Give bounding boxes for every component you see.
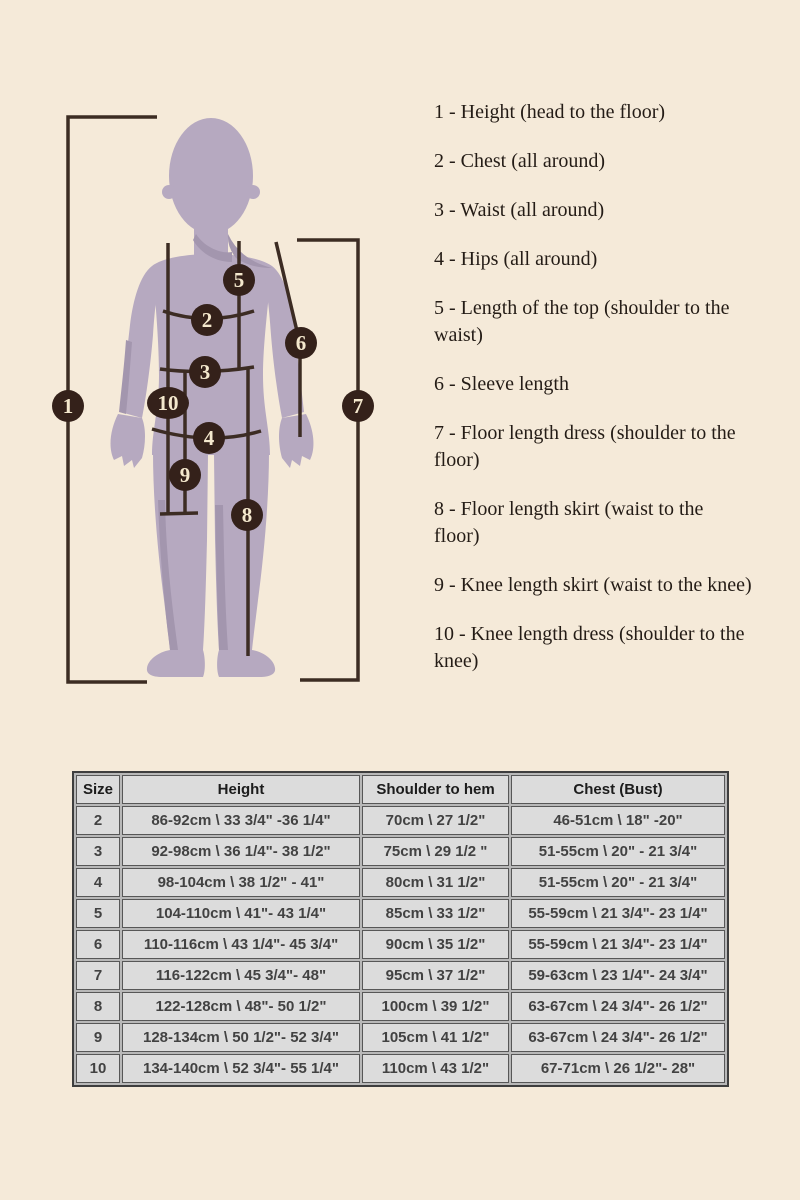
column-header: Chest (Bust) bbox=[511, 775, 725, 804]
table-cell: 55-59cm \ 21 3/4"- 23 1/4" bbox=[511, 930, 725, 959]
table-cell: 98-104cm \ 38 1/2" - 41" bbox=[122, 868, 360, 897]
floor-dress-bracket-line bbox=[297, 240, 358, 680]
legend-item: 8 - Floor length skirt (waist to the floor) bbox=[434, 498, 704, 547]
badge-1 bbox=[52, 390, 84, 422]
legend-item: 2 - Chest (all around) bbox=[434, 150, 606, 172]
legend-item: 4 - Hips (all around) bbox=[434, 248, 598, 270]
legend-item: 7 - Floor length dress (shoulder to the floor) bbox=[434, 422, 736, 471]
table-row bbox=[76, 930, 725, 959]
measurement-diagram bbox=[0, 0, 430, 760]
table-cell: 67-71cm \ 26 1/2"- 28" bbox=[511, 1054, 725, 1083]
table-cell: 5 bbox=[76, 899, 120, 928]
svg-text:5: 5 bbox=[233, 268, 245, 292]
table-cell: 95cm \ 37 1/2" bbox=[362, 961, 509, 990]
table-cell: 8 bbox=[76, 992, 120, 1021]
size-chart bbox=[72, 771, 729, 1087]
table-cell: 46-51cm \ 18" -20" bbox=[511, 806, 725, 835]
table-header-row bbox=[76, 775, 725, 804]
table-cell: 134-140cm \ 52 3/4"- 55 1/4" bbox=[122, 1054, 360, 1083]
badge-6 bbox=[285, 327, 317, 359]
badge-2 bbox=[191, 304, 223, 336]
size-chart-header-row bbox=[76, 775, 725, 804]
table-cell: 63-67cm \ 24 3/4"- 26 1/2" bbox=[511, 992, 725, 1021]
legend-item: 9 - Knee length skirt (waist to the knee) bbox=[434, 574, 752, 596]
table-row bbox=[76, 868, 725, 897]
legend-item: 6 - Sleeve length bbox=[434, 373, 569, 395]
table-row bbox=[76, 1023, 725, 1052]
column-header: Shoulder to hem bbox=[362, 775, 509, 804]
svg-text:6: 6 bbox=[295, 331, 307, 355]
badge-9 bbox=[169, 459, 201, 491]
table-cell: 55-59cm \ 21 3/4"- 23 1/4" bbox=[511, 899, 725, 928]
svg-text:9: 9 bbox=[179, 463, 191, 487]
table-cell: 59-63cm \ 23 1/4"- 24 3/4" bbox=[511, 961, 725, 990]
table-row bbox=[76, 899, 725, 928]
legend-item: 10 - Knee length dress (shoulder to the knee) bbox=[434, 623, 745, 672]
table-cell: 3 bbox=[76, 837, 120, 866]
badge-5 bbox=[223, 264, 255, 296]
svg-text:2: 2 bbox=[201, 308, 213, 332]
table-cell: 90cm \ 35 1/2" bbox=[362, 930, 509, 959]
table-row bbox=[76, 1054, 725, 1083]
svg-text:8: 8 bbox=[241, 503, 253, 527]
table-cell: 128-134cm \ 50 1/2"- 52 3/4" bbox=[122, 1023, 360, 1052]
table-cell: 9 bbox=[76, 1023, 120, 1052]
svg-text:4: 4 bbox=[203, 426, 215, 450]
table-cell: 122-128cm \ 48"- 50 1/2" bbox=[122, 992, 360, 1021]
size-chart-body bbox=[76, 806, 725, 1083]
table-cell: 110-116cm \ 43 1/4"- 45 3/4" bbox=[122, 930, 360, 959]
column-header: Height bbox=[122, 775, 360, 804]
table-cell: 4 bbox=[76, 868, 120, 897]
table-cell: 7 bbox=[76, 961, 120, 990]
svg-text:3: 3 bbox=[199, 360, 211, 384]
table-row bbox=[76, 961, 725, 990]
svg-text:1: 1 bbox=[62, 394, 74, 418]
badge-4 bbox=[193, 422, 225, 454]
badge-10 bbox=[147, 387, 189, 419]
table-cell: 116-122cm \ 45 3/4"- 48" bbox=[122, 961, 360, 990]
table-cell: 80cm \ 31 1/2" bbox=[362, 868, 509, 897]
badge-8 bbox=[231, 499, 263, 531]
table-row bbox=[76, 806, 725, 835]
table-cell: 75cm \ 29 1/2 " bbox=[362, 837, 509, 866]
measurement-legend bbox=[434, 99, 752, 697]
legend-item: 3 - Waist (all around) bbox=[434, 199, 605, 221]
table-cell: 104-110cm \ 41"- 43 1/4" bbox=[122, 899, 360, 928]
legend-item: 1 - Height (head to the floor) bbox=[434, 101, 666, 123]
knee-line bbox=[160, 513, 198, 514]
table-cell: 85cm \ 33 1/2" bbox=[362, 899, 509, 928]
table-cell: 105cm \ 41 1/2" bbox=[362, 1023, 509, 1052]
table-cell: 100cm \ 39 1/2" bbox=[362, 992, 509, 1021]
svg-text:10: 10 bbox=[157, 391, 179, 415]
table-cell: 2 bbox=[76, 806, 120, 835]
badge-7 bbox=[342, 390, 374, 422]
table-row bbox=[76, 992, 725, 1021]
table-row bbox=[76, 837, 725, 866]
badge-3 bbox=[189, 356, 221, 388]
child-silhouette-icon bbox=[111, 118, 314, 677]
table-cell: 110cm \ 43 1/2" bbox=[362, 1054, 509, 1083]
table-cell: 63-67cm \ 24 3/4"- 26 1/2" bbox=[511, 1023, 725, 1052]
table-cell: 86-92cm \ 33 3/4" -36 1/4" bbox=[122, 806, 360, 835]
table-cell: 92-98cm \ 36 1/4"- 38 1/2" bbox=[122, 837, 360, 866]
table-cell: 51-55cm \ 20" - 21 3/4" bbox=[511, 837, 725, 866]
column-header: Size bbox=[76, 775, 120, 804]
table-cell: 6 bbox=[76, 930, 120, 959]
legend-item: 5 - Length of the top (shoulder to the waist) bbox=[434, 297, 730, 346]
table-cell: 10 bbox=[76, 1054, 120, 1083]
table-cell: 70cm \ 27 1/2" bbox=[362, 806, 509, 835]
size-chart-table bbox=[72, 771, 729, 1087]
table-cell: 51-55cm \ 20" - 21 3/4" bbox=[511, 868, 725, 897]
svg-text:7: 7 bbox=[352, 394, 364, 418]
